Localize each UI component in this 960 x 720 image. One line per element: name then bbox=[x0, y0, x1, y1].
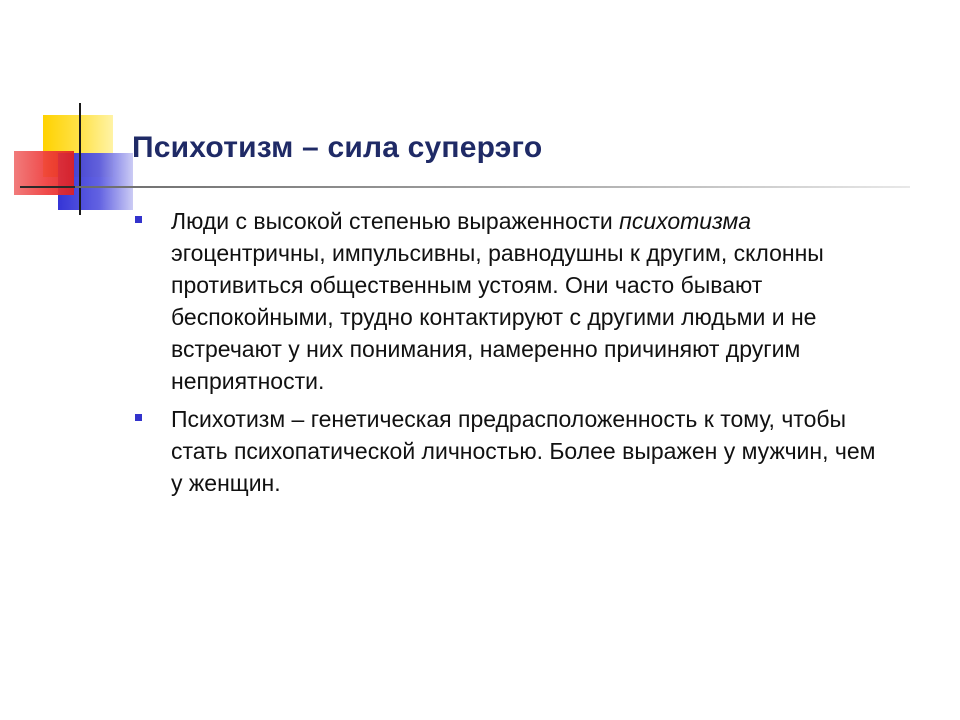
bullet-item-2 bbox=[131, 403, 891, 499]
bullet-list bbox=[131, 205, 891, 505]
bullet-text-1-start: Люди с высокой степенью выраженности bbox=[171, 208, 620, 234]
bullet-text-1 bbox=[171, 205, 891, 397]
title-underline-rule bbox=[75, 186, 910, 188]
bullet-text-2: Психотизм – генетическая предрасположенность к тому, чтобы стать психопатической личностью. Более выражен у мужчин, чем у женщин. bbox=[171, 406, 876, 496]
bullet-item-1 bbox=[131, 205, 891, 397]
square-bullet-icon bbox=[135, 216, 142, 223]
decorative-red-square bbox=[14, 151, 74, 195]
bullet-text-1-emphasis: психотизма bbox=[619, 208, 752, 234]
slide-title: Психотизм – сила суперэго bbox=[132, 131, 543, 164]
square-bullet-icon bbox=[135, 414, 142, 421]
decorative-vertical-line bbox=[79, 103, 81, 215]
bullet-text-1-end: эгоцентричны, импульсивны, равнодушны к другим, склонны противиться общественным устоям. Они часто бывают беспокойными, трудно контактируют с другими людьми и не встречают у них понимания, намеренно причиняют другим неприятности. bbox=[171, 240, 824, 394]
